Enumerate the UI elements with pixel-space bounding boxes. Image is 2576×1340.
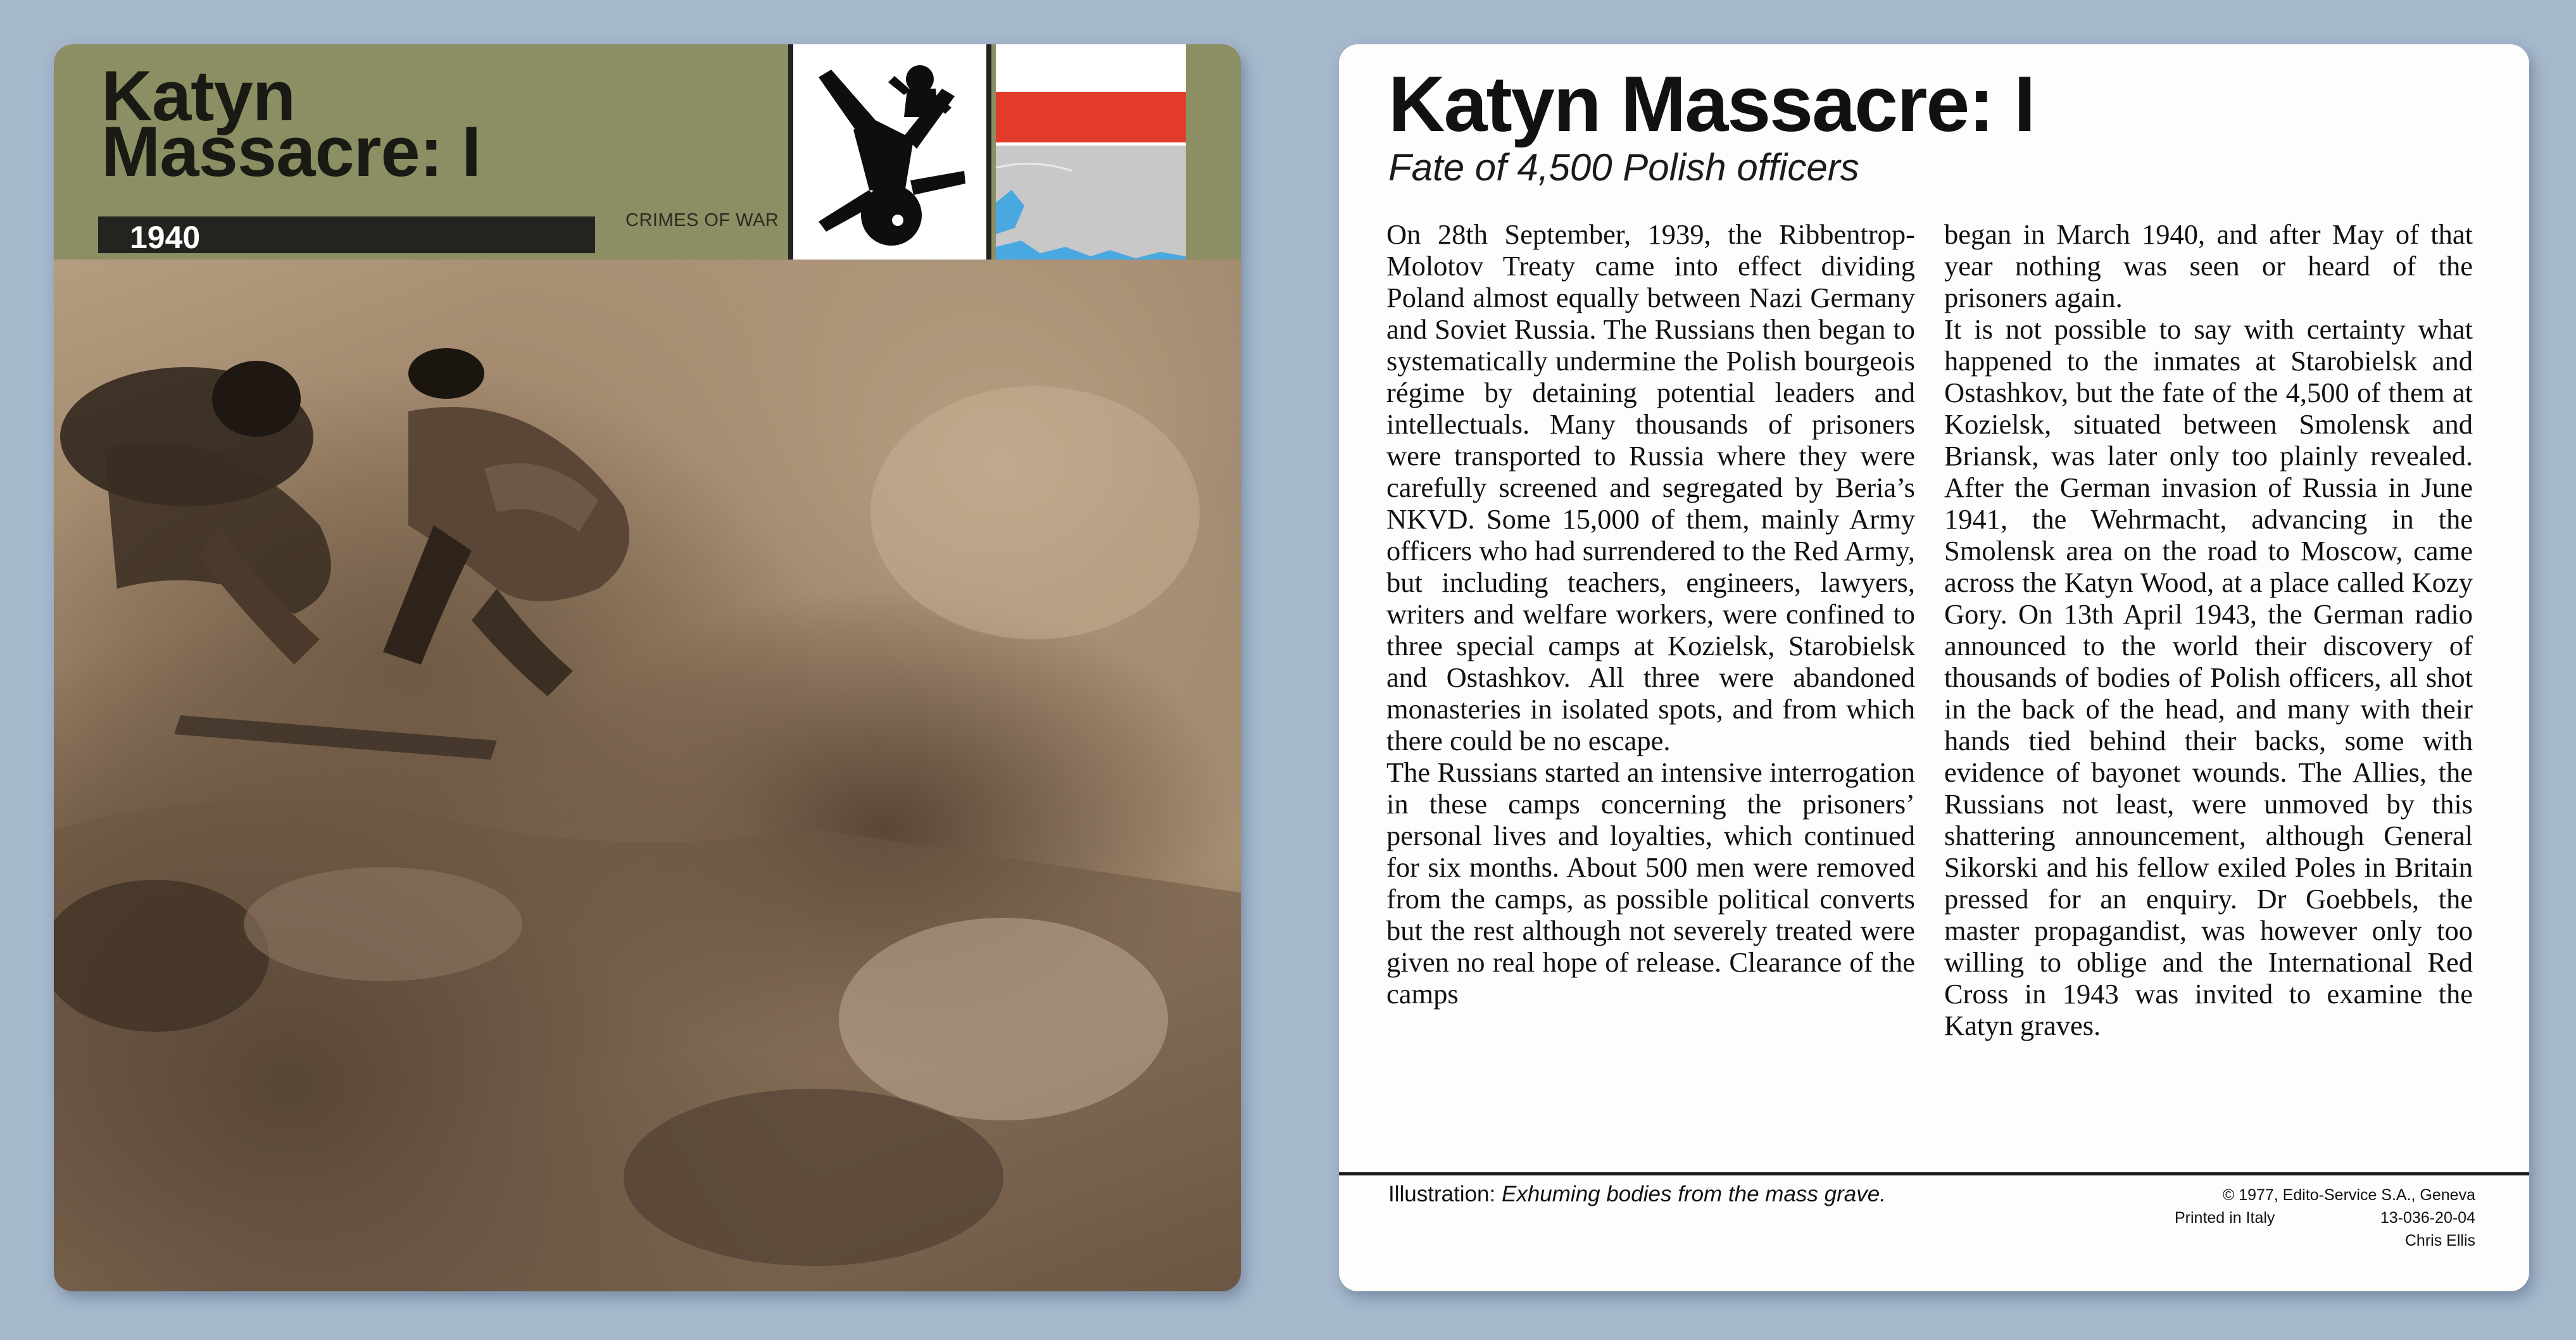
map-inset xyxy=(996,146,1186,260)
exhumation-photograph xyxy=(54,260,1241,1291)
illustration-credit xyxy=(1388,1182,1886,1207)
text-column-2 xyxy=(1944,218,2473,1041)
front-title xyxy=(101,56,481,191)
card-code: 13-036-20-04 xyxy=(2380,1209,2475,1227)
paragraph: It is not possible to say with certainty what happened to the inmates at Starobielsk and Ostashkov, but the fate of the 4,500 of them at Kozielsk, situated between Smolensk and Briansk, was later only too plainly revealed. After the German invasion of Russia in June 1941, the Wehrmacht, advancing in the Smolensk area on the road to Moscow, came across the Katyn Wood, at a place called Kozy Gory. On 13th April 1943, the German radio announced to the world their discovery of thousands of bodies of Polish officers, all shot in the back of the head, and many with their hands tied behind their backs, some with evidence of bayonet wounds. The Allies, the Russians not least, were unmoved by this shattering announcement, although General Sikorski and his fellow exiled Poles in Britain pressed for an enquiry. Dr Goebbels, the master propagandist, was however only too willing to oblige and the International Red Cross in 1943 was invited to examine the Katyn graves. xyxy=(1944,313,2473,1041)
flag-red-band xyxy=(996,92,1186,142)
illustration-label: Illustration: xyxy=(1388,1182,1496,1206)
artist-credit: Chris Ellis xyxy=(2404,1232,2475,1249)
front-title-line2: Massacre: I xyxy=(101,112,481,191)
paragraph: The Russians started an intensive interrogation in these camps concerning the prisoners’ personal lives and loyalties, which continued for six months. About 500 men were removed from the camps, as possible political converts but the rest although not severely treated were given no real hope of release. Clearance of the camps xyxy=(1386,756,1915,1010)
header-strip xyxy=(1186,44,1241,260)
paragraph: On 28th September, 1939, the Ribbentrop-Molotov Treaty came into effect dividing Poland almost equally between Nazi Germany and Soviet Russia. The Russians then began to systematically undermine the Polish bourgeois régime by detaining potential leaders and intellectuals. Many thousands of prisoners were transported to Russia where they were carefully screened and segregated by Beria’s NKVD. Some 15,000 of them, mainly Army officers who had surrendered to the Red Army, but including teachers, engineers, lawyers, writers and welfare workers, were confined to three special camps at Kozielsk, Starobielsk and Ostashkov. All three were abandoned monasteries in isolated spots, and from which there could be no escape. xyxy=(1386,218,1915,756)
back-subtitle: Fate of 4,500 Polish officers xyxy=(1388,146,1859,189)
year-bar xyxy=(98,216,595,253)
back-title: Katyn Massacre: I xyxy=(1388,61,2035,148)
falling-figure-icon xyxy=(788,44,991,260)
year-label: 1940 xyxy=(130,220,201,255)
front-title-line1: Katyn xyxy=(101,56,296,135)
front-card xyxy=(54,44,1241,1291)
paragraph: began in March 1940, and after May of that year nothing was seen or heard of the prisoners again. xyxy=(1944,218,2473,313)
poland-flag-map-icon xyxy=(996,44,1186,260)
illustration-caption: Exhuming bodies from the mass grave. xyxy=(1501,1182,1886,1206)
print-row xyxy=(2175,1206,2475,1229)
publisher-info xyxy=(2175,1184,2475,1252)
text-column-1 xyxy=(1386,218,1915,1010)
category-label: CRIMES OF WAR xyxy=(625,210,779,230)
copyright-line: © 1977, Edito-Service S.A., Geneva xyxy=(2222,1186,2475,1204)
back-card xyxy=(1339,44,2529,1291)
printed-label: Printed in Italy xyxy=(2175,1209,2275,1227)
footer-divider xyxy=(1339,1172,2529,1175)
